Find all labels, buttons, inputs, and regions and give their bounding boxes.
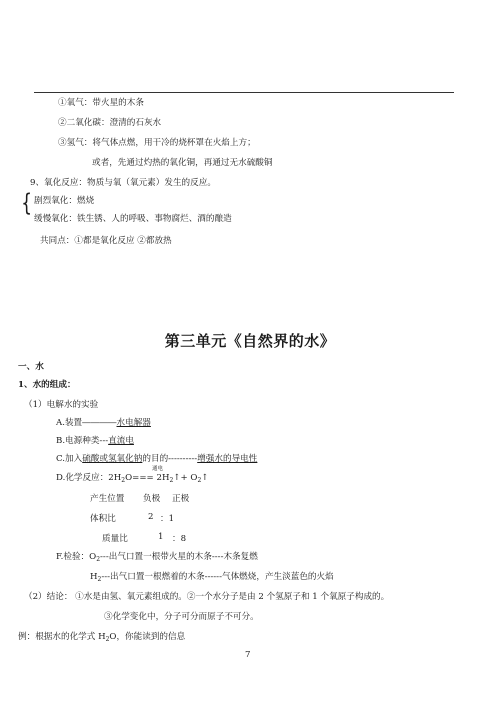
fast-oxidation: 剧烈氧化：燃烧 (34, 196, 95, 206)
row-mass-b: ：8 (172, 534, 187, 544)
row-mass-label: 质量比 (102, 534, 128, 544)
item-f-oxygen-test: F.检验：$O_2---$出气口置一根带火星的木条----木条复燃 (56, 552, 258, 563)
unit-title: 第三单元《自然界的水》 (164, 332, 336, 350)
conclusion-line-2: ③化学变化中，分子可分而原子不可分。 (104, 612, 259, 622)
slow-oxidation: 缓慢氧化：铁生锈、人的呼吸、事物腐烂、酒的酿造 (34, 214, 232, 224)
row-volume-a: 2 (148, 512, 154, 522)
test-hydrogen: ③氢气：将气体点燃，用干冷的烧杯罩在火焰上方； (58, 138, 256, 148)
brace-symbol: { (21, 189, 32, 217)
common-points: 共同点：①都是氧化反应 ②都放热 (40, 236, 172, 246)
row-position-label: 产生位置 (90, 494, 125, 504)
condition-electric: 通电 (152, 466, 164, 472)
item-b: B.电源种类---直流电 (56, 436, 134, 446)
item-d-equation: D.化学反应：$2H_2O===$ $2H_2↑+$ $O_2↑$ (56, 473, 209, 484)
item-c: C.加入硫酸或氢氧化钠的目的----------增强水的导电性 (56, 454, 258, 464)
section-water-composition: 1、水的组成： (18, 380, 76, 390)
item-hydrogen-test: $H_2---$出气口置一根燃着的木条------气体燃烧，产生淡蓝色的火焰 (90, 572, 334, 583)
item-a: A.装置――――水电解器 (56, 418, 151, 428)
test-co2: ②二氧化碳：澄清的石灰水 (58, 118, 162, 128)
test-oxygen: ①氧气：带火星的木条 (58, 98, 144, 108)
conclusion-line-1: （2）结论： ①水是由氢、氧元素组成的。②一个水分子是由 2 个氢原子和 1 个氧原子构成的。 (24, 592, 390, 602)
page-number: 7 (245, 650, 251, 660)
example-line: 例：根据水的化学式 $H_2O$，你能读到的信息 (18, 632, 186, 643)
item-9-oxidation: 9、氧化反应：物质与氧（氧元素）发生的反应。 (30, 178, 216, 188)
electrolysis-heading: （1）电解水的实验 (24, 400, 99, 410)
test-hydrogen-alt: 或者，先通过灼热的氧化铜，再通过无水硫酸铜 (92, 158, 273, 168)
row-mass-a: 1 (158, 532, 164, 542)
row-volume-label: 体积比 (90, 514, 116, 524)
row-volume-b: ：1 (160, 514, 175, 524)
row-position-positive: 正极 (172, 494, 190, 504)
row-position-negative: 负极 (143, 494, 161, 504)
section-water: 一、水 (18, 362, 44, 372)
header-rule (34, 92, 454, 93)
